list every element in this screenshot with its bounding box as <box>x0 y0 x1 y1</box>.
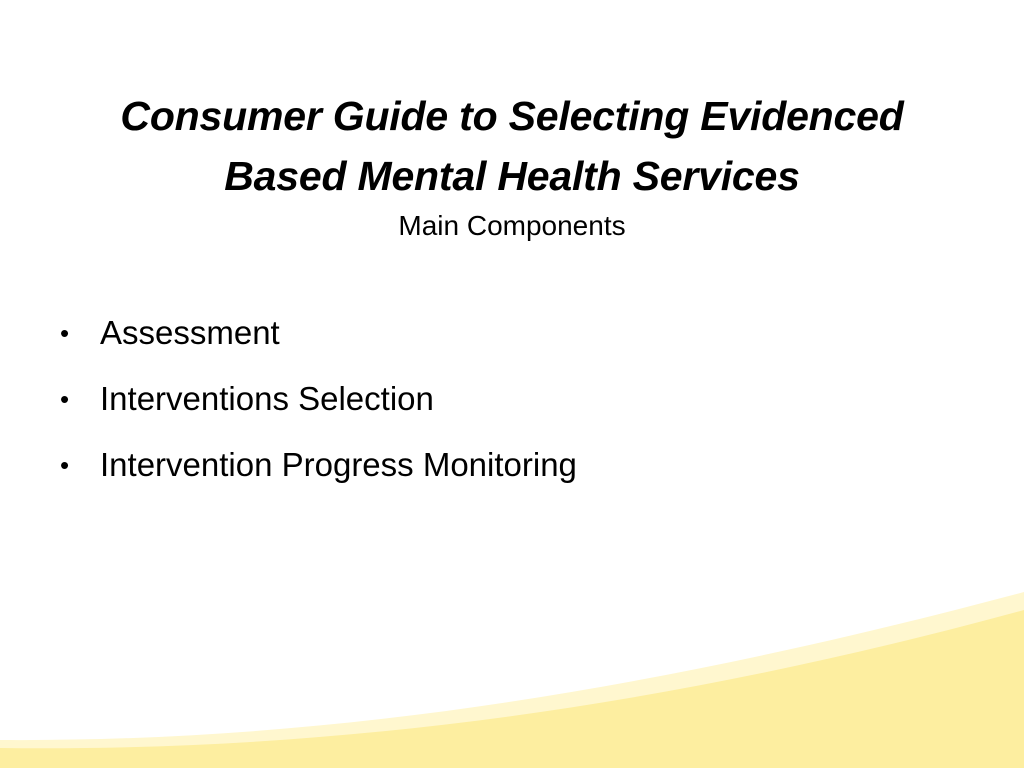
title-block <box>40 86 984 246</box>
bullet-item <box>58 300 577 366</box>
bullet-item <box>58 432 577 498</box>
bullet-text: Assessment <box>100 314 280 351</box>
bullet-item <box>58 366 577 432</box>
bullet-text: Interventions Selection <box>100 380 434 417</box>
bullet-icon: • <box>60 318 70 348</box>
slide-title-line-1: Consumer Guide to Selecting Evidenced <box>120 93 904 139</box>
bullet-icon: • <box>60 384 70 414</box>
slide-title-line-2: Based Mental Health Services <box>224 153 800 199</box>
bullet-text: Intervention Progress Monitoring <box>100 446 577 483</box>
bullet-icon: • <box>60 450 70 480</box>
bullet-list <box>58 300 577 498</box>
slide-subtitle: Main Components <box>398 210 626 241</box>
